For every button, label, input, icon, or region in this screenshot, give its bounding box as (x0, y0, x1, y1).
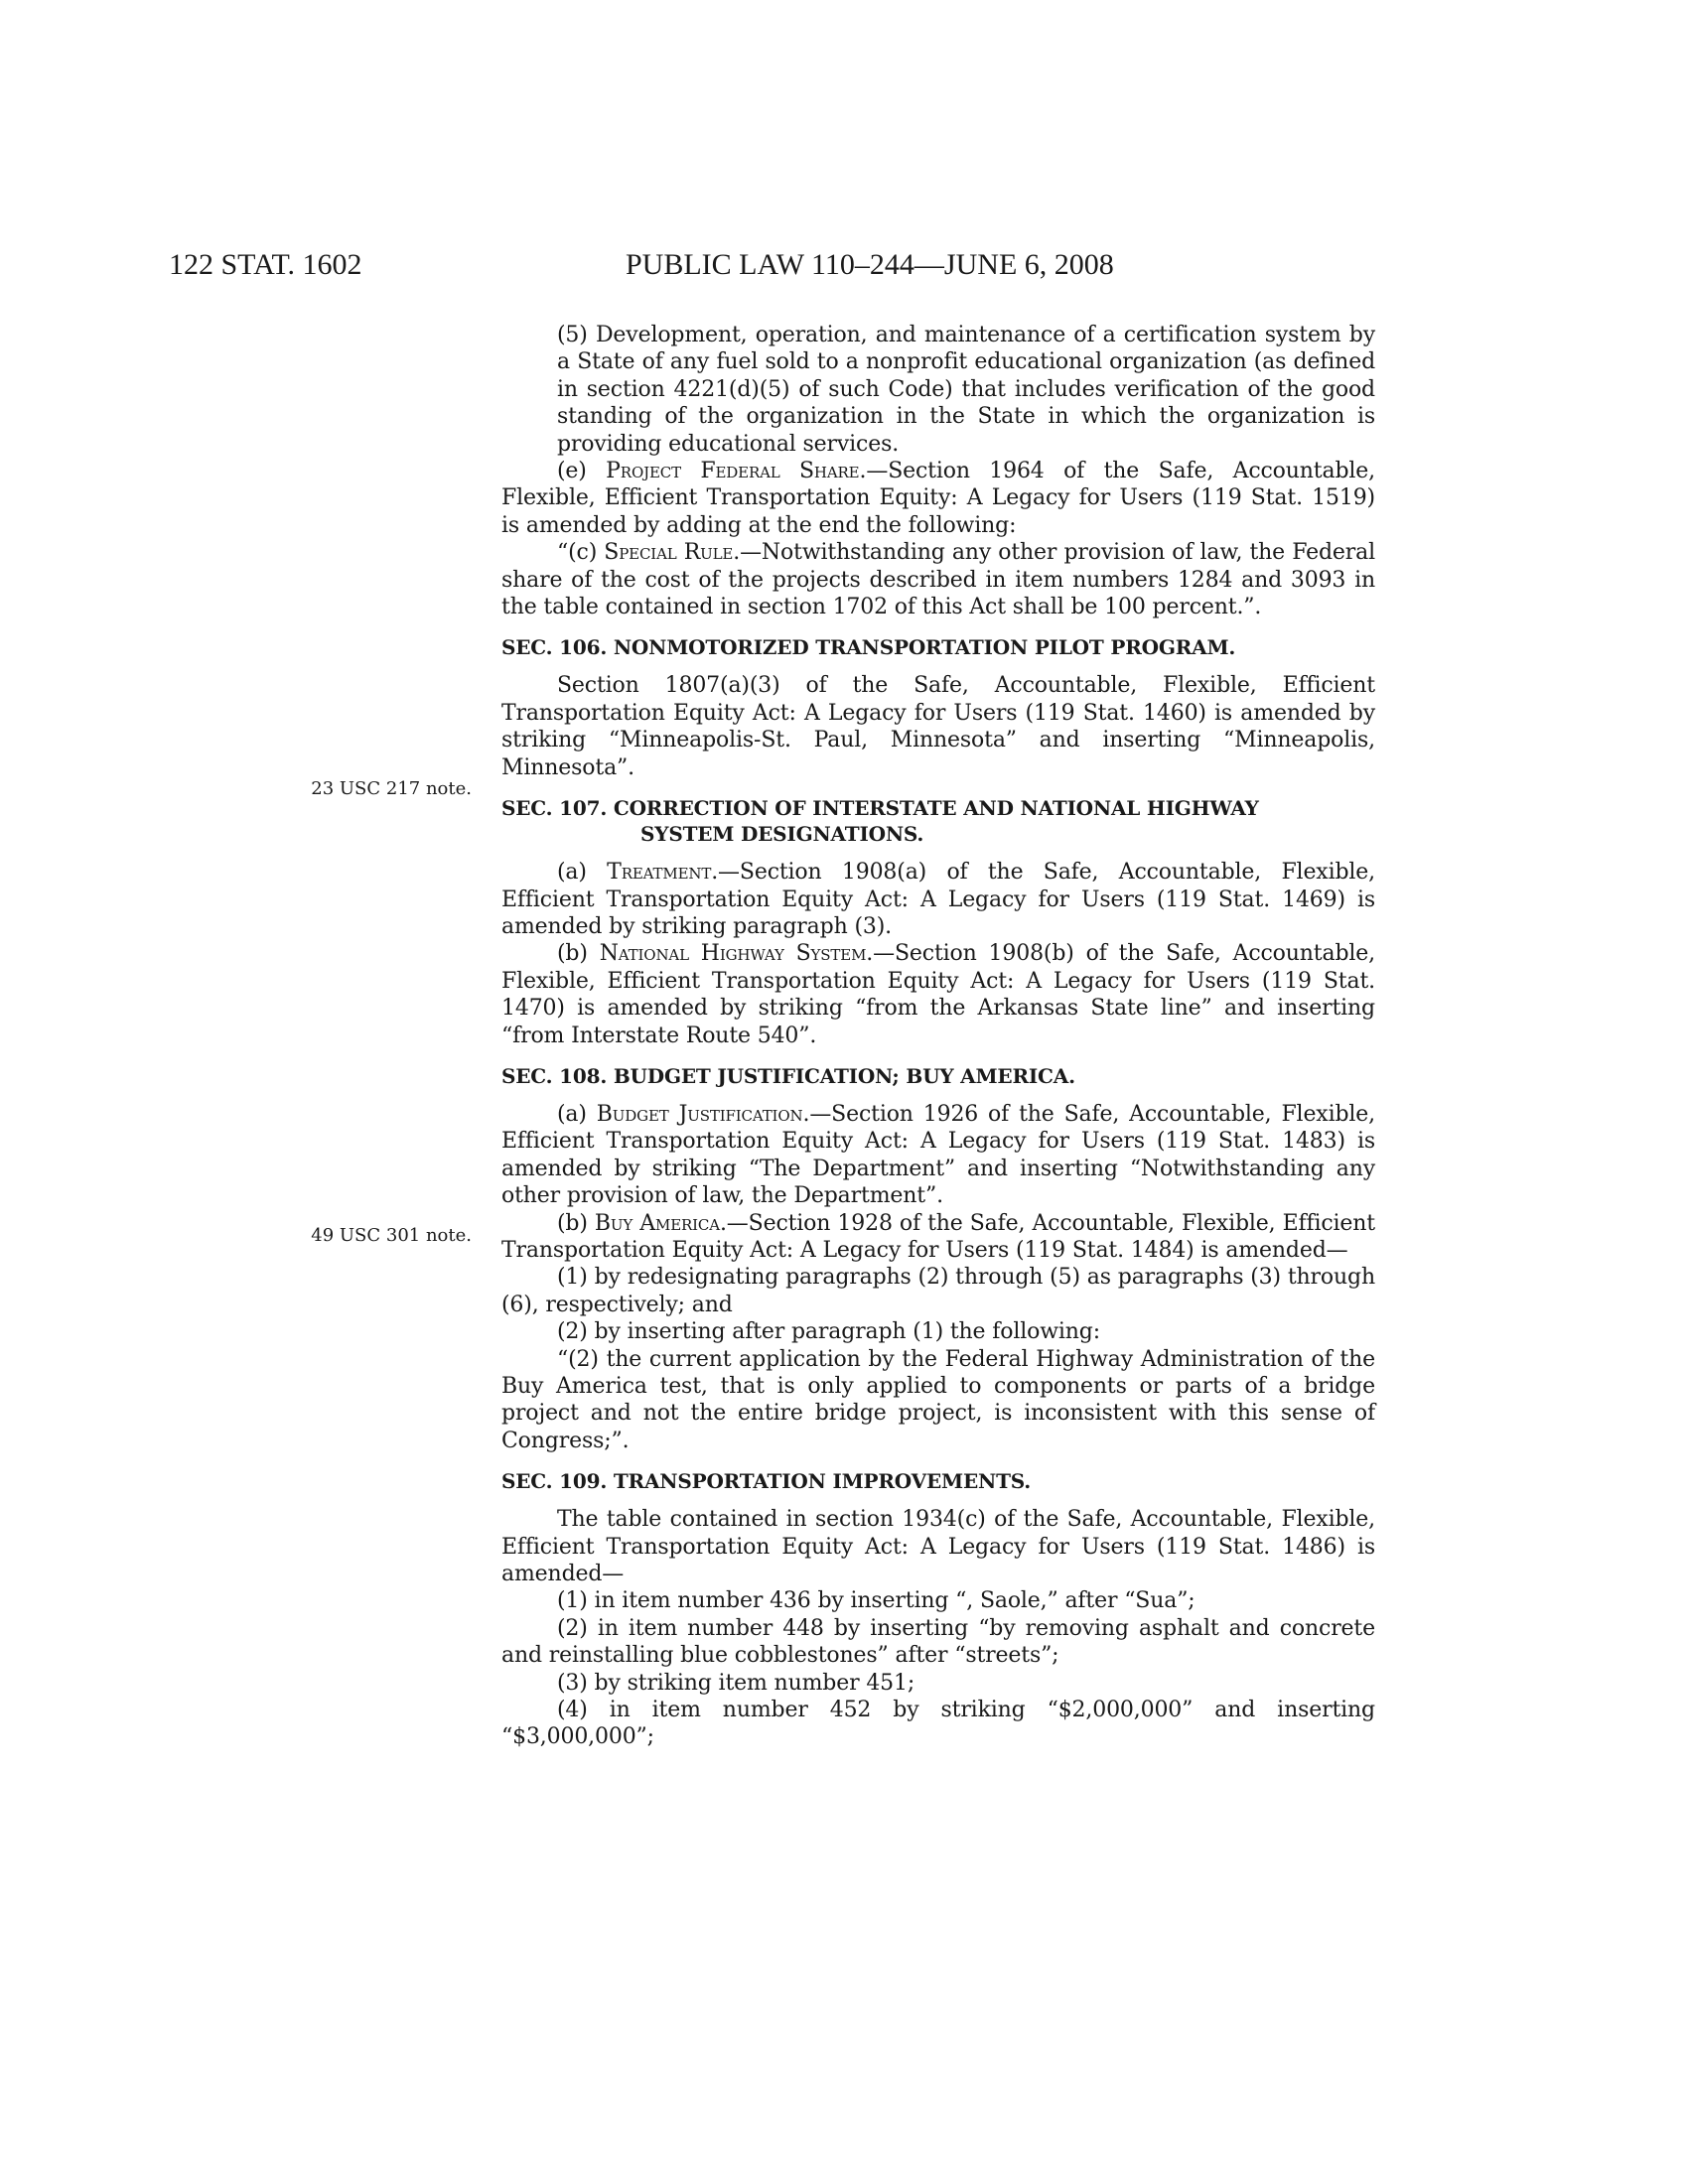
paragraph-c-heading: Special Rule. (604, 540, 741, 566)
section-108-b-item-1: (1) by redesignating paragraphs (2) through (5) as paragraphs (3) through (6), respectively; and (501, 1265, 1375, 1317)
section-107-b-label: (b) (557, 941, 600, 967)
body-text (501, 322, 1375, 1751)
section-108-a-heading: Budget Justification. (596, 1101, 810, 1127)
section-108-b-heading: Buy America. (594, 1210, 727, 1236)
margin-note-usc-301: 49 USC 301 note. (311, 1225, 472, 1246)
section-107-a-text: —Section 1908(a) of the Safe, Accountable, Flexible, Efficient Transportation Equity Act: A Legacy for Users (119 Stat. 1469) is amended by striking paragraph (3). (501, 860, 1375, 939)
section-109-item-4: (4) in item number 452 by striking “$2,000,000” and inserting “$3,000,000”; (501, 1698, 1375, 1750)
section-109-item-3: (3) by striking item number 451; (557, 1670, 915, 1696)
section-107-b-text: —Section 1908(b) of the Safe, Accountable, Flexible, Efficient Transportation Equity Act: A Legacy for Users (119 Stat. 1470) is amended by striking “from the Arkansas State line” and inserting “from Interstate Route 540”. (501, 941, 1375, 1048)
paragraph-e-heading: Project Federal Share. (606, 459, 867, 484)
section-108-a-text: —Section 1926 of the Safe, Accountable, Flexible, Efficient Transportation Equity Act: A Legacy for Users (119 Stat. 1483) is amended by striking “The Department” and inserting “Notwithstanding any other provision of law, the Department”. (501, 1101, 1375, 1209)
section-106-heading: SEC. 106. NONMOTORIZED TRANSPORTATION PILOT PROGRAM. (501, 635, 1236, 660)
section-107-heading-line2: SYSTEM DESIGNATIONS. (640, 822, 924, 847)
margin-note-usc-217: 23 USC 217 note. (311, 778, 472, 799)
paragraph-e (501, 458, 1375, 539)
section-107-heading-line1: SEC. 107. CORRECTION OF INTERSTATE AND NATIONAL HIGHWAY (501, 796, 1259, 821)
section-107-a-label: (a) (557, 860, 608, 886)
section-109-text: The table contained in section 1934(c) of the Safe, Accountable, Flexible, Efficient Transportation Equity Act: A Legacy for Users (119 Stat. 1486) is amended— (501, 1507, 1375, 1587)
section-107-heading (501, 795, 1375, 847)
section-108-b-item-2: (2) by inserting after paragraph (1) the following: (557, 1319, 1101, 1345)
section-107-b-heading: National Highway System. (599, 941, 874, 967)
section-108-a-label: (a) (557, 1101, 597, 1127)
section-108-b-text: —Section 1928 of the Safe, Accountable, Flexible, Efficient Transportation Equity Act: A Legacy for Users (119 Stat. 1484) is amended— (501, 1210, 1376, 1263)
section-108-heading: SEC. 108. BUDGET JUSTIFICATION; BUY AMERICA. (501, 1063, 1075, 1088)
page-header (0, 248, 1688, 288)
section-108-a (501, 1101, 1375, 1210)
paragraph-c-text: —Notwithstanding any other provision of law, the Federal share of the cost of the projects described in item numbers 1284 and 3093 in the table contained in section 1702 of this Act shall be 100 percent.”. (501, 540, 1375, 620)
section-107-a-heading: Treatment. (607, 860, 719, 886)
section-108-b-quoted-paragraph: “(2) the current application by the Federal Highway Administration of the Buy America test, that is only applied to components or parts of a bridge project and not the entire bridge project, is inconsistent with this sense of Congress;”. (501, 1346, 1375, 1453)
public-law-title: PUBLIC LAW 110–244—JUNE 6, 2008 (626, 248, 1114, 281)
paragraph-d5: (5) Development, operation, and maintenance of a certification system by a State of any fuel sold to a nonprofit educational organization (as defined in section 4221(d)(5) of such Code) that includes verification of the good standing of the organization in the State in which the organization is providing educational services. (557, 323, 1375, 457)
paragraph-c-quote (501, 539, 1375, 620)
section-108-b-label: (b) (557, 1210, 595, 1236)
section-107-a (501, 859, 1375, 940)
paragraph-e-label: (e) (557, 459, 607, 484)
section-109-item-1: (1) in item number 436 by inserting “, Saole,” after “Sua”; (557, 1588, 1196, 1614)
section-109-heading: SEC. 109. TRANSPORTATION IMPROVEMENTS. (501, 1469, 1032, 1494)
section-108-b (501, 1210, 1375, 1265)
paragraph-c-label: “(c) (557, 540, 605, 566)
paragraph-e-text: —Section 1964 of the Safe, Accountable, Flexible, Efficient Transportation Equity: A Legacy for Users (119 Stat. 1519) is amended by adding at the end the following: (501, 459, 1375, 538)
section-107-b (501, 940, 1375, 1049)
statute-page-number: 122 STAT. 1602 (169, 248, 362, 281)
section-109-item-2: (2) in item number 448 by inserting “by removing asphalt and concrete and reinstalling blue cobblestones” after “streets”; (501, 1615, 1375, 1669)
section-106-text: Section 1807(a)(3) of the Safe, Accountable, Flexible, Efficient Transportation Equity Act: A Legacy for Users (119 Stat. 1460) is amended by striking “Minneapolis-St. Paul, Minnesota” and inserting “Minneapolis, Minnesota”. (501, 673, 1375, 780)
